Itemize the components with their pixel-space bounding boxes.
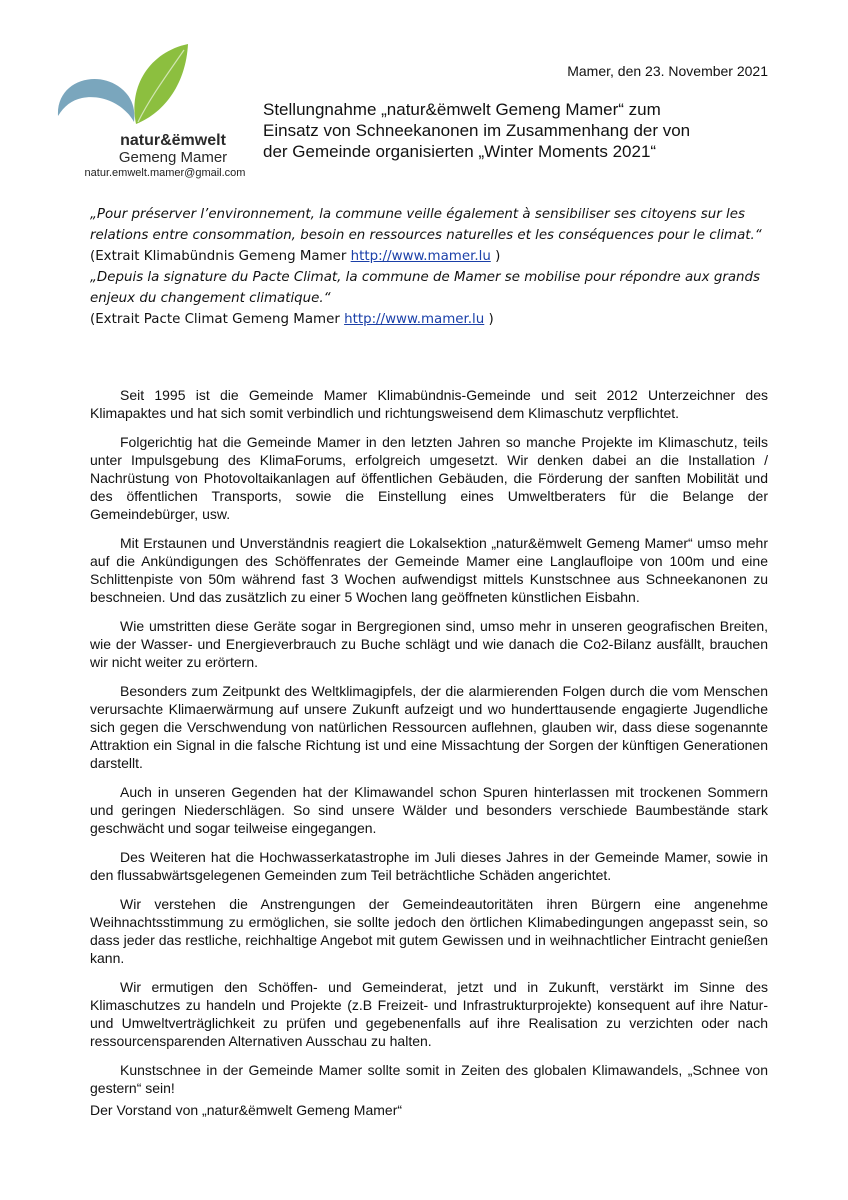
leaf-logo-icon: [54, 42, 214, 132]
quote-source: [90, 246, 770, 267]
body-paragraph: Seit 1995 ist die Gemeinde Mamer Klimabündnis-Gemeinde und seit 2012 Unterzeichner des Klimapaktes und hat sich somit verbindlich und richtungsweisend dem Klimaschutz verpflichtet.: [90, 387, 768, 421]
body-paragraph: Folgerichtig hat die Gemeinde Mamer in den letzten Jahren so manche Projekte im Klimaschutz, teils unter Impulsgebung des KlimaForums, erfolgreich umgesetzt. Wir denken dabei an die Installation / Nachrüstung von Photovoltaikanlagen auf öffentlichen Gebäuden, die Förderung der sanften Mobilität und des öffentlichen Transports, sowie die Einstellung eines Umweltberaters für die Belange der Gemeindebürger, usw.: [90, 434, 768, 522]
title-line: der Gemeinde organisierten „Winter Moments 2021“: [263, 142, 657, 161]
body-paragraph: Wie umstritten diese Geräte sogar in Bergregionen sind, umso mehr in unseren geografischen Breiten, wie der Wasser- und Energieverbrauch zu Buche schlägt und wie danach die Co2-Bilanz ausfällt, brauchen wir nicht weiter zu erörtern.: [90, 618, 768, 670]
source-text: ): [490, 249, 501, 264]
body-paragraph: Des Weiteren hat die Hochwasserkatastrophe im Juli dieses Jahres in der Gemeinde Mamer, sowie in den flussabwärtsgelegenen Gemeinden zum Teil beträchtliche Schäden angerichtet.: [90, 849, 768, 883]
document-title: [263, 99, 783, 162]
source-link[interactable]: http://www.mamer.lu: [350, 249, 491, 264]
source-link[interactable]: http://www.mamer.lu: [344, 312, 485, 327]
org-email: natur.emwelt.mamer@gmail.com: [84, 167, 246, 179]
body-paragraph: Wir verstehen die Anstrengungen der Gemeindeautoritäten ihren Bürgern eine angenehme Weihnachtsstimmung zu ermöglichen, sie sollte jedoch den örtlichen Klimabedingungen angepasst sein, so dass jeder das restliche, reichhaltige Angebot mit gutem Gewissen und in weihnachtlicher Eintracht genießen kann.: [90, 896, 768, 966]
org-subname: Gemeng Mamer: [118, 149, 228, 166]
org-name: natur&ëmwelt: [120, 132, 226, 149]
source-text: ): [484, 312, 494, 327]
quote-source: [90, 309, 770, 330]
title-line: Einsatz von Schneekanonen im Zusammenhang der von: [263, 121, 691, 140]
quotes-block: [90, 204, 770, 330]
body-paragraph: Mit Erstaunen und Unverständnis reagiert die Lokalsektion „natur&ëmwelt Gemeng Mamer“ umso mehr auf die Ankündigungen des Schöffenrates der Gemeinde Mamer eine Langlaufloipe von 100m und eine Schlittenpiste von 50m während fast 3 Wochen aufwendigst mittels Kunstschnee aus Schneekanonen zu beschneien. Und das zusätzlich zu einer 5 Wochen lang geöffneten künstlichen Eisbahn.: [90, 535, 768, 605]
title-line: Stellungnahme „natur&ëmwelt Gemeng Mamer“ zum: [263, 100, 661, 119]
body-paragraph: Kunstschnee in der Gemeinde Mamer sollte somit in Zeiten des globalen Klimawandels, „Schnee von gestern“ sein!: [90, 1062, 768, 1096]
source-text: (Extrait Pacte Climat Gemeng Mamer: [90, 312, 345, 327]
body-paragraph: Wir ermutigen den Schöffen- und Gemeinderat, jetzt und in Zukunft, verstärkt im Sinne des Klimaschutzes zu handeln und Projekte (z.B Freizeit- und Infrastrukturprojekte) konsequent auf ihre Natur- und Umweltverträglichkeit zu prüfen und gegebenenfalls auf ihre Realisation zu verzichten oder nach ressourcensparenden Alternativen Ausschau zu halten.: [90, 979, 768, 1049]
letter-date: Mamer, den 23. November 2021: [567, 63, 768, 79]
body-paragraph: Besonders zum Zeitpunkt des Weltklimagipfels, der die alarmierenden Folgen durch die vom Menschen verursachte Klimaerwärmung auf unsere Zukunft aufzeigt und wo hunderttausende engagierte Jugendliche sich gegen die Verschwendung von natürlichen Ressourcen auflehnen, glauben wir, dass diese sogenannte Attraktion ein Signal in die falsche Richtung ist und eine Missachtung der Sorgen der künftigen Generationen darstellt.: [90, 683, 768, 771]
body-paragraph: Auch in unseren Gegenden hat der Klimawandel schon Spuren hinterlassen mit trockenen Sommern und geringen Niederschlägen. So sind unsere Wälder und besonders verschiede Baumbestände stark geschwächt und sogar teilweise eingegangen.: [90, 784, 768, 836]
quote-klimabuendnis: „Pour préserver l’environnement, la commune veille également à sensibiliser ses citoyens sur les relations entre consommation, besoin en ressources naturelles et les conséquences pour le climat.“: [90, 207, 762, 243]
signature: Der Vorstand von „natur&ëmwelt Gemeng Mamer“: [90, 1102, 403, 1118]
source-text: (Extrait Klimabündnis Gemeng Mamer: [90, 249, 351, 264]
quote-pacte-climat: „Depuis la signature du Pacte Climat, la commune de Mamer se mobilise pour répondre aux grands enjeux du changement climatique.“: [90, 270, 761, 306]
statement-body: [90, 386, 768, 1108]
